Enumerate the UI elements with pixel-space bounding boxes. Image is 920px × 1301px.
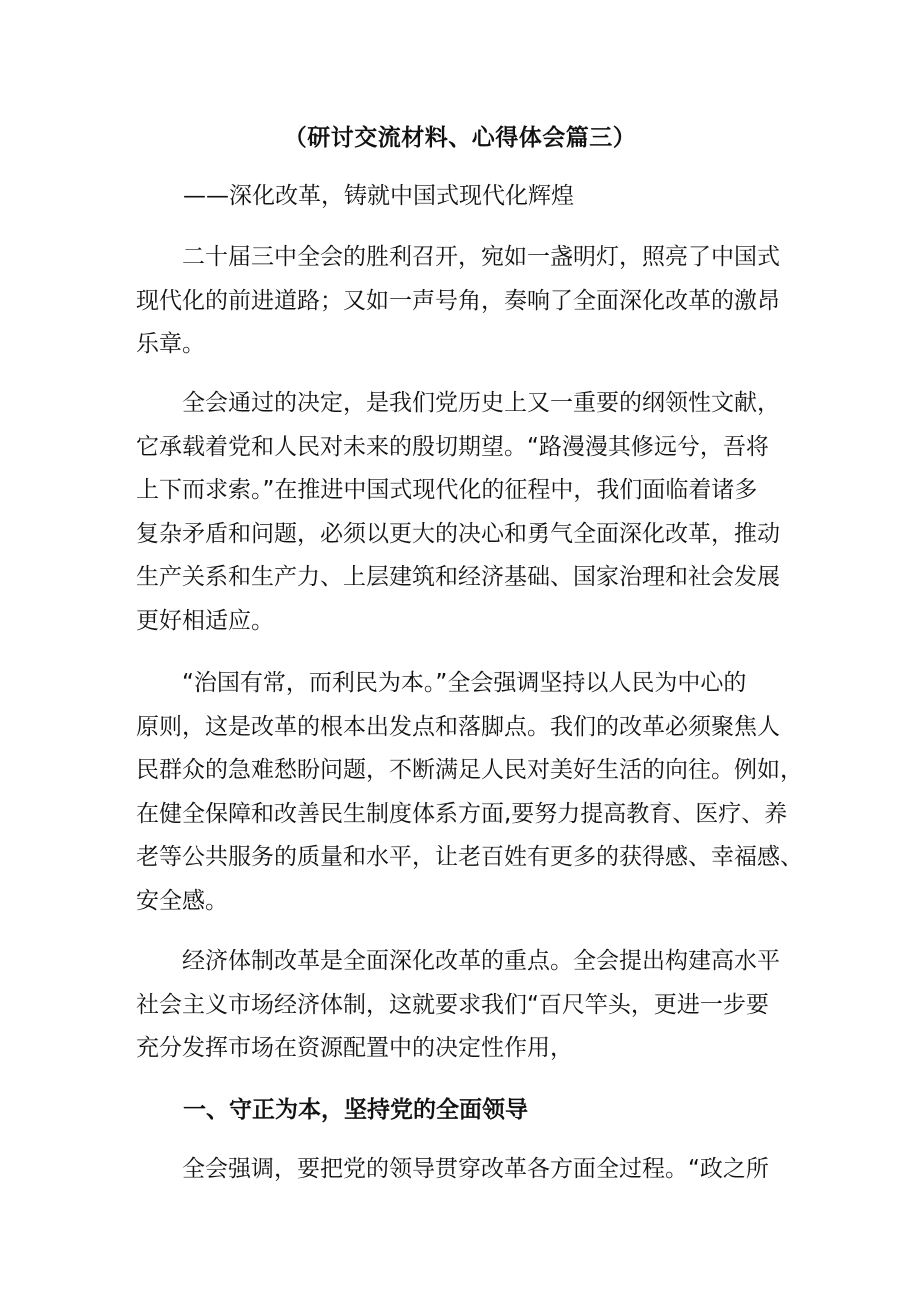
paragraph-line: 充分发挥市场在资源配置中的决定性作用， (136, 1035, 573, 1061)
document-subtitle: ——深化改革，铸就中国式现代化辉煌 (183, 183, 574, 209)
paragraph-line: 上下而求索。”在推进中国式现代化的征程中，我们面临着诸多 (136, 477, 758, 503)
paragraph-4 (136, 940, 796, 1071)
paragraph-line: 全会强调，要把党的领导贯穿改革各方面全过程。“政之所 (136, 1156, 769, 1182)
paragraph-line: 它承载着党和人民对未来的殷切期望。“路漫漫其修远兮，吾将 (136, 433, 769, 460)
paragraph-line: 复杂矛盾和问题，必须以更大的决心和勇气全面深化改革，推动 (136, 520, 780, 547)
paragraph-line: 全会通过的决定，是我们党历史上又一重要的纲领性文献， (136, 390, 780, 416)
paragraph-1 (136, 236, 796, 367)
paragraph-line: 现代化的前进道路；又如一声号角，奏响了全面深化改革的激昂 (136, 287, 780, 314)
document-title: （研讨交流材料、心得体会篇三） (283, 125, 637, 151)
paragraph-line: 生产关系和生产力、上层建筑和经济基础、国家治理和社会发展 (136, 564, 780, 590)
paragraph-line: 二十届三中全会的胜利召开，宛如一盏明灯，照亮了中国式 (136, 244, 780, 270)
paragraph-line: 经济体制改革是全面深化改革的重点。全会提出构建高水平 (136, 948, 780, 974)
paragraph-3 (136, 662, 803, 923)
paragraph-line: 安全感。 (136, 887, 228, 914)
paragraph-line: 原则，这是改革的根本出发点和落脚点。我们的改革必须聚焦人 (136, 713, 780, 740)
paragraph-2 (136, 382, 796, 643)
paragraph-line: 老等公共服务的质量和水平，让老百姓有更多的获得感、幸福感、 (136, 844, 803, 870)
paragraph-5 (136, 1148, 796, 1192)
paragraph-line: 更好相适应。 (136, 607, 274, 634)
section-heading: 一、守正为本，坚持党的全面领导 (183, 1097, 528, 1123)
paragraph-line: 在健全保障和改善民生制度体系方面,要努力提高教育、医疗、养 (136, 800, 788, 827)
paragraph-line: 乐章。 (136, 331, 205, 357)
paragraph-line: 社会主义市场经济体制，这就要求我们“百尺竿头，更进一步要 (136, 991, 769, 1018)
paragraph-line: “治国有常，而利民为本。”全会强调坚持以人民为中心的 (136, 670, 747, 696)
paragraph-line: 民群众的急难愁盼问题，不断满足人民对美好生活的向往。例如， (136, 757, 803, 783)
